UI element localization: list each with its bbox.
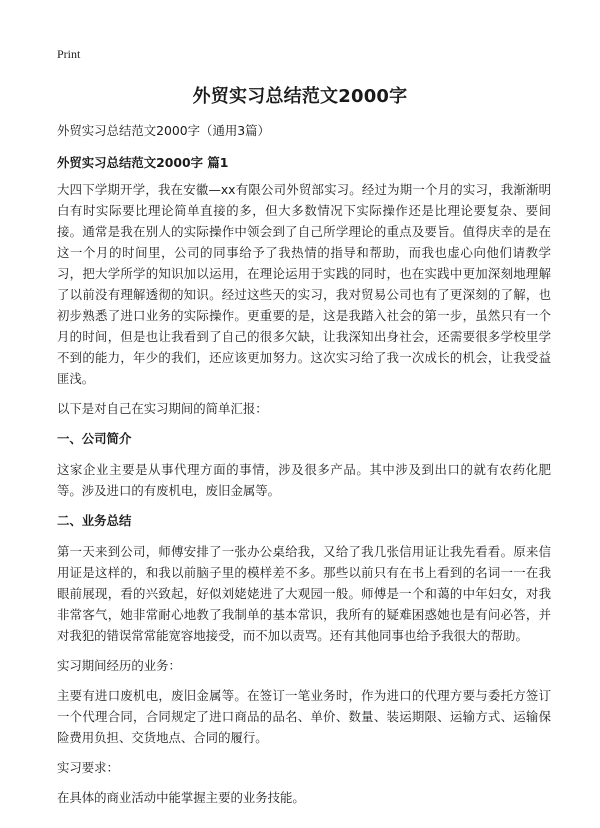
company-paragraph: 这家企业主要是从事代理方面的事情，涉及很多产品。其中涉及到出口的就有农药化肥等。涉及进口的有废机电，废旧金属等。 — [57, 462, 551, 498]
business-heading: 二、业务总结 — [57, 513, 132, 528]
company-heading: 一、公司简介 — [57, 431, 132, 446]
business-paragraph: 第一天来到公司，师傅安排了一张办公桌给我，又给了我几张信用证让我先看看。原来信用证是这样的，和我以前脑子里的模样差不多。那些以前只有在书上看到的名词一一在我眼前展现，看的兴致起，好似刘姥姥进了大观园一般。师傅是一个和蔼的中年妇女，对我非常客气，她非常耐心地教了我制单的基本常识，我所有的疑难困惑她也是有问必答，并对我犯的错误常常能宽容地接受，而不加以责骂。还有其他同事也给予我很大的帮助。 — [57, 544, 551, 643]
print-link[interactable]: Print — [57, 47, 81, 61]
section-heading: 外贸实习总结范文2000字 篇1 — [57, 155, 229, 170]
experience-paragraph: 主要有进口废机电，废旧金属等。在签订一笔业务时，作为进口的代理方要与委托方签订一个代理合同，合同规定了进口商品的品名、单价、数量、装运期限、运输方式、运输保险费用负担、交货地点、合同的履行。 — [57, 688, 551, 745]
page-title: 外贸实习总结范文2000字 — [192, 86, 408, 107]
document-subtitle: 外贸实习总结范文2000字（通用3篇） — [57, 123, 270, 138]
experience-intro-paragraph: 实习期间经历的业务： — [57, 658, 181, 673]
document-body — [57, 120, 551, 817]
requirements-paragraph: 在具体的商业活动中能掌握主要的业务技能。 — [57, 790, 305, 805]
requirements-intro-paragraph: 实习要求： — [57, 760, 119, 775]
report-intro-paragraph: 以下是对自己在实习期间的简单汇报： — [57, 401, 268, 416]
intro-paragraph: 大四下学期开学，我在安徽—xx有限公司外贸部实习。经过为期一个月的实习，我渐渐明白有时实际要比理论简单直接的多，但大多数情况下实际操作还是比理论要复杂、要间接。通常是我在别人的实际操作中领会到了自己所学理论的重点及要旨。值得庆幸的是在这一个月的时间里，公司的同事给予了我热情的指导和帮助，而我也虚心向他们请教学习，把大学所学的知识加以运用，在理论运用于实践的同时，也在实践中更加深刻地理解了以前没有理解透彻的知识。经过这些天的实习，我对贸易公司也有了更深刻的了解，也初步熟悉了进口业务的实际操作。更重要的是，这是我踏入社会的第一步，虽然只有一个月的时间，但是也让我看到了自己的很多欠缺，让我深知出身社会，还需要很多学校里学不到的能力，年少的我们，还应该更加努力。这次实习给了我一次成长的机会，让我受益匪浅。 — [57, 182, 551, 386]
